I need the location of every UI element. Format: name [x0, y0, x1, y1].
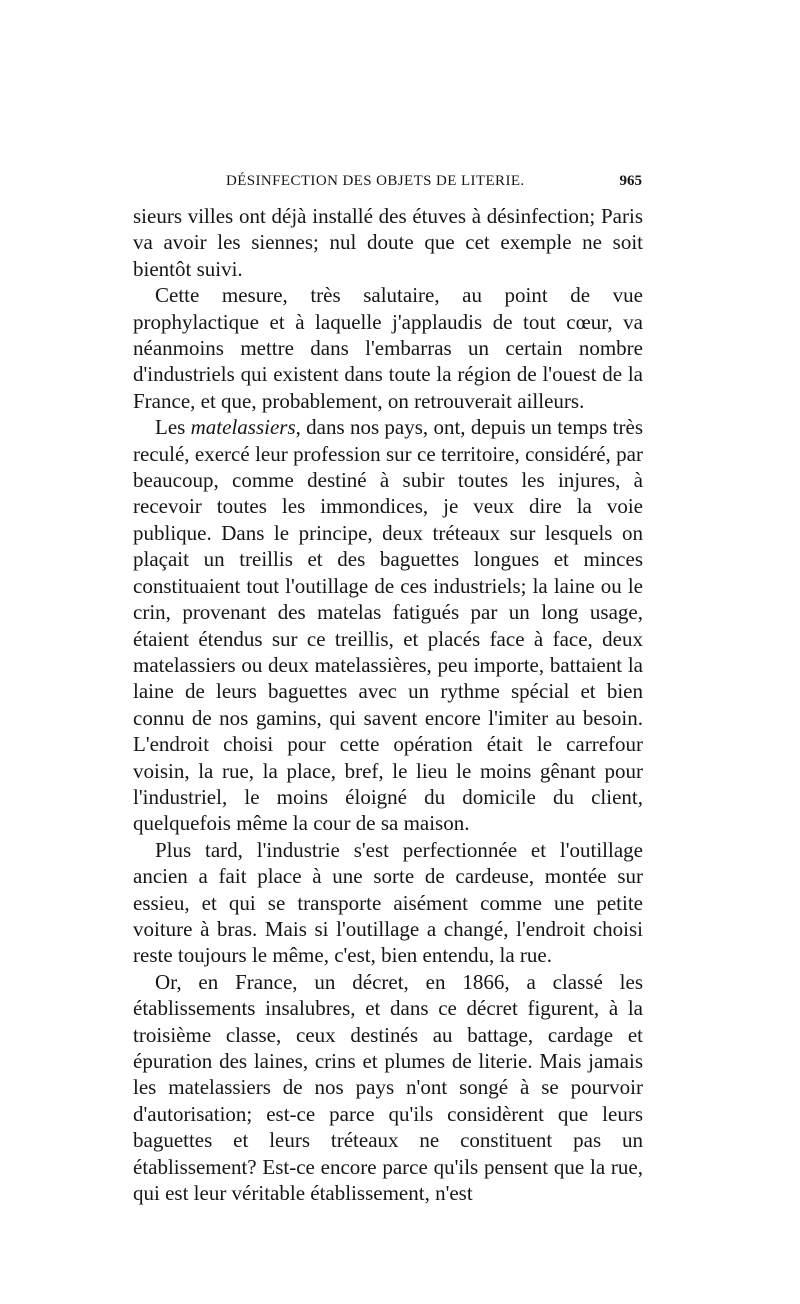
body-text: [133, 203, 643, 1206]
paragraph-prophylaxis: Cette mesure, très salutaire, au point de vue prophylactique et à laquelle j'applaudis de tout cœur, va néanmoins mettre dans l'embarras un certain nombre d'industriels qui existent dans toute la région de l'ouest de la France, et que, probablement, on retrouverait ailleurs.: [133, 283, 643, 413]
paragraph-decree: Or, en France, un décret, en 1866, a classé les établissements insalubres, et dans ce décret figurent, à la troisième classe, ceux destinés au battage, cardage et épuration des laines, crins et plumes de literie. Mais jamais les matelassiers de nos pays n'ont songé à se pourvoir d'autorisation; est-ce parce qu'ils considèrent que leurs baguettes et leurs tréteaux ne constituent pas un établissement? Est-ce encore parce qu'ils pensent que la rue, qui est leur véritable établissement, n'est: [133, 969, 643, 1206]
paragraph-continued: sieurs villes ont déjà installé des étuves à désinfection; Paris va avoir les siennes; nul doute que cet exemple ne soit bientôt suivi.: [133, 204, 643, 281]
paragraph-matelassiers: [133, 414, 643, 837]
page-number: 965: [619, 173, 642, 189]
paragraph-cardeuse: Plus tard, l'industrie s'est perfectionnée et l'outillage ancien a fait place à une sorte de cardeuse, montée sur essieu, et qui se transporte aisément comme une petite voiture à bras. Mais si l'outillage a changé, l'endroit choisi reste toujours le même, c'est, bien entendu, la rue.: [133, 837, 643, 968]
paragraph-lead-text: Les: [155, 415, 191, 440]
paragraph-body-text: , dans nos pays, ont, depuis un temps très reculé, exercé leur profession sur ce territoire, considéré, par beaucoup, comme destiné à subir toutes les injures, à recevoir toutes les immondices, je veux dire la voie publique. Dans le principe, deux tréteaux sur lesquels on plaçait un treillis et des baguettes longues et minces constituaient tout l'outillage de ces industriels; la laine ou le crin, provenant des matelas fatigués par un long usage, étaient étendus sur ce treillis, et placés face à face, deux matelassiers ou deux matelassières, peu importe, battaient la laine de leurs baguettes avec un rythme spécial et bien connu de nos gamins, qui savent encore l'imiter au besoin. L'endroit choisi pour cette opération était le carrefour voisin, la rue, la place, bref, le lieu le moins gênant pour l'industriel, le moins éloigné du domicile du client, quelquefois même la cour de sa maison.: [133, 415, 643, 836]
running-head: DÉSINFECTION DES OBJETS DE LITERIE.: [226, 173, 525, 189]
italic-term: matelassiers: [190, 415, 296, 440]
page-header: [132, 173, 642, 197]
